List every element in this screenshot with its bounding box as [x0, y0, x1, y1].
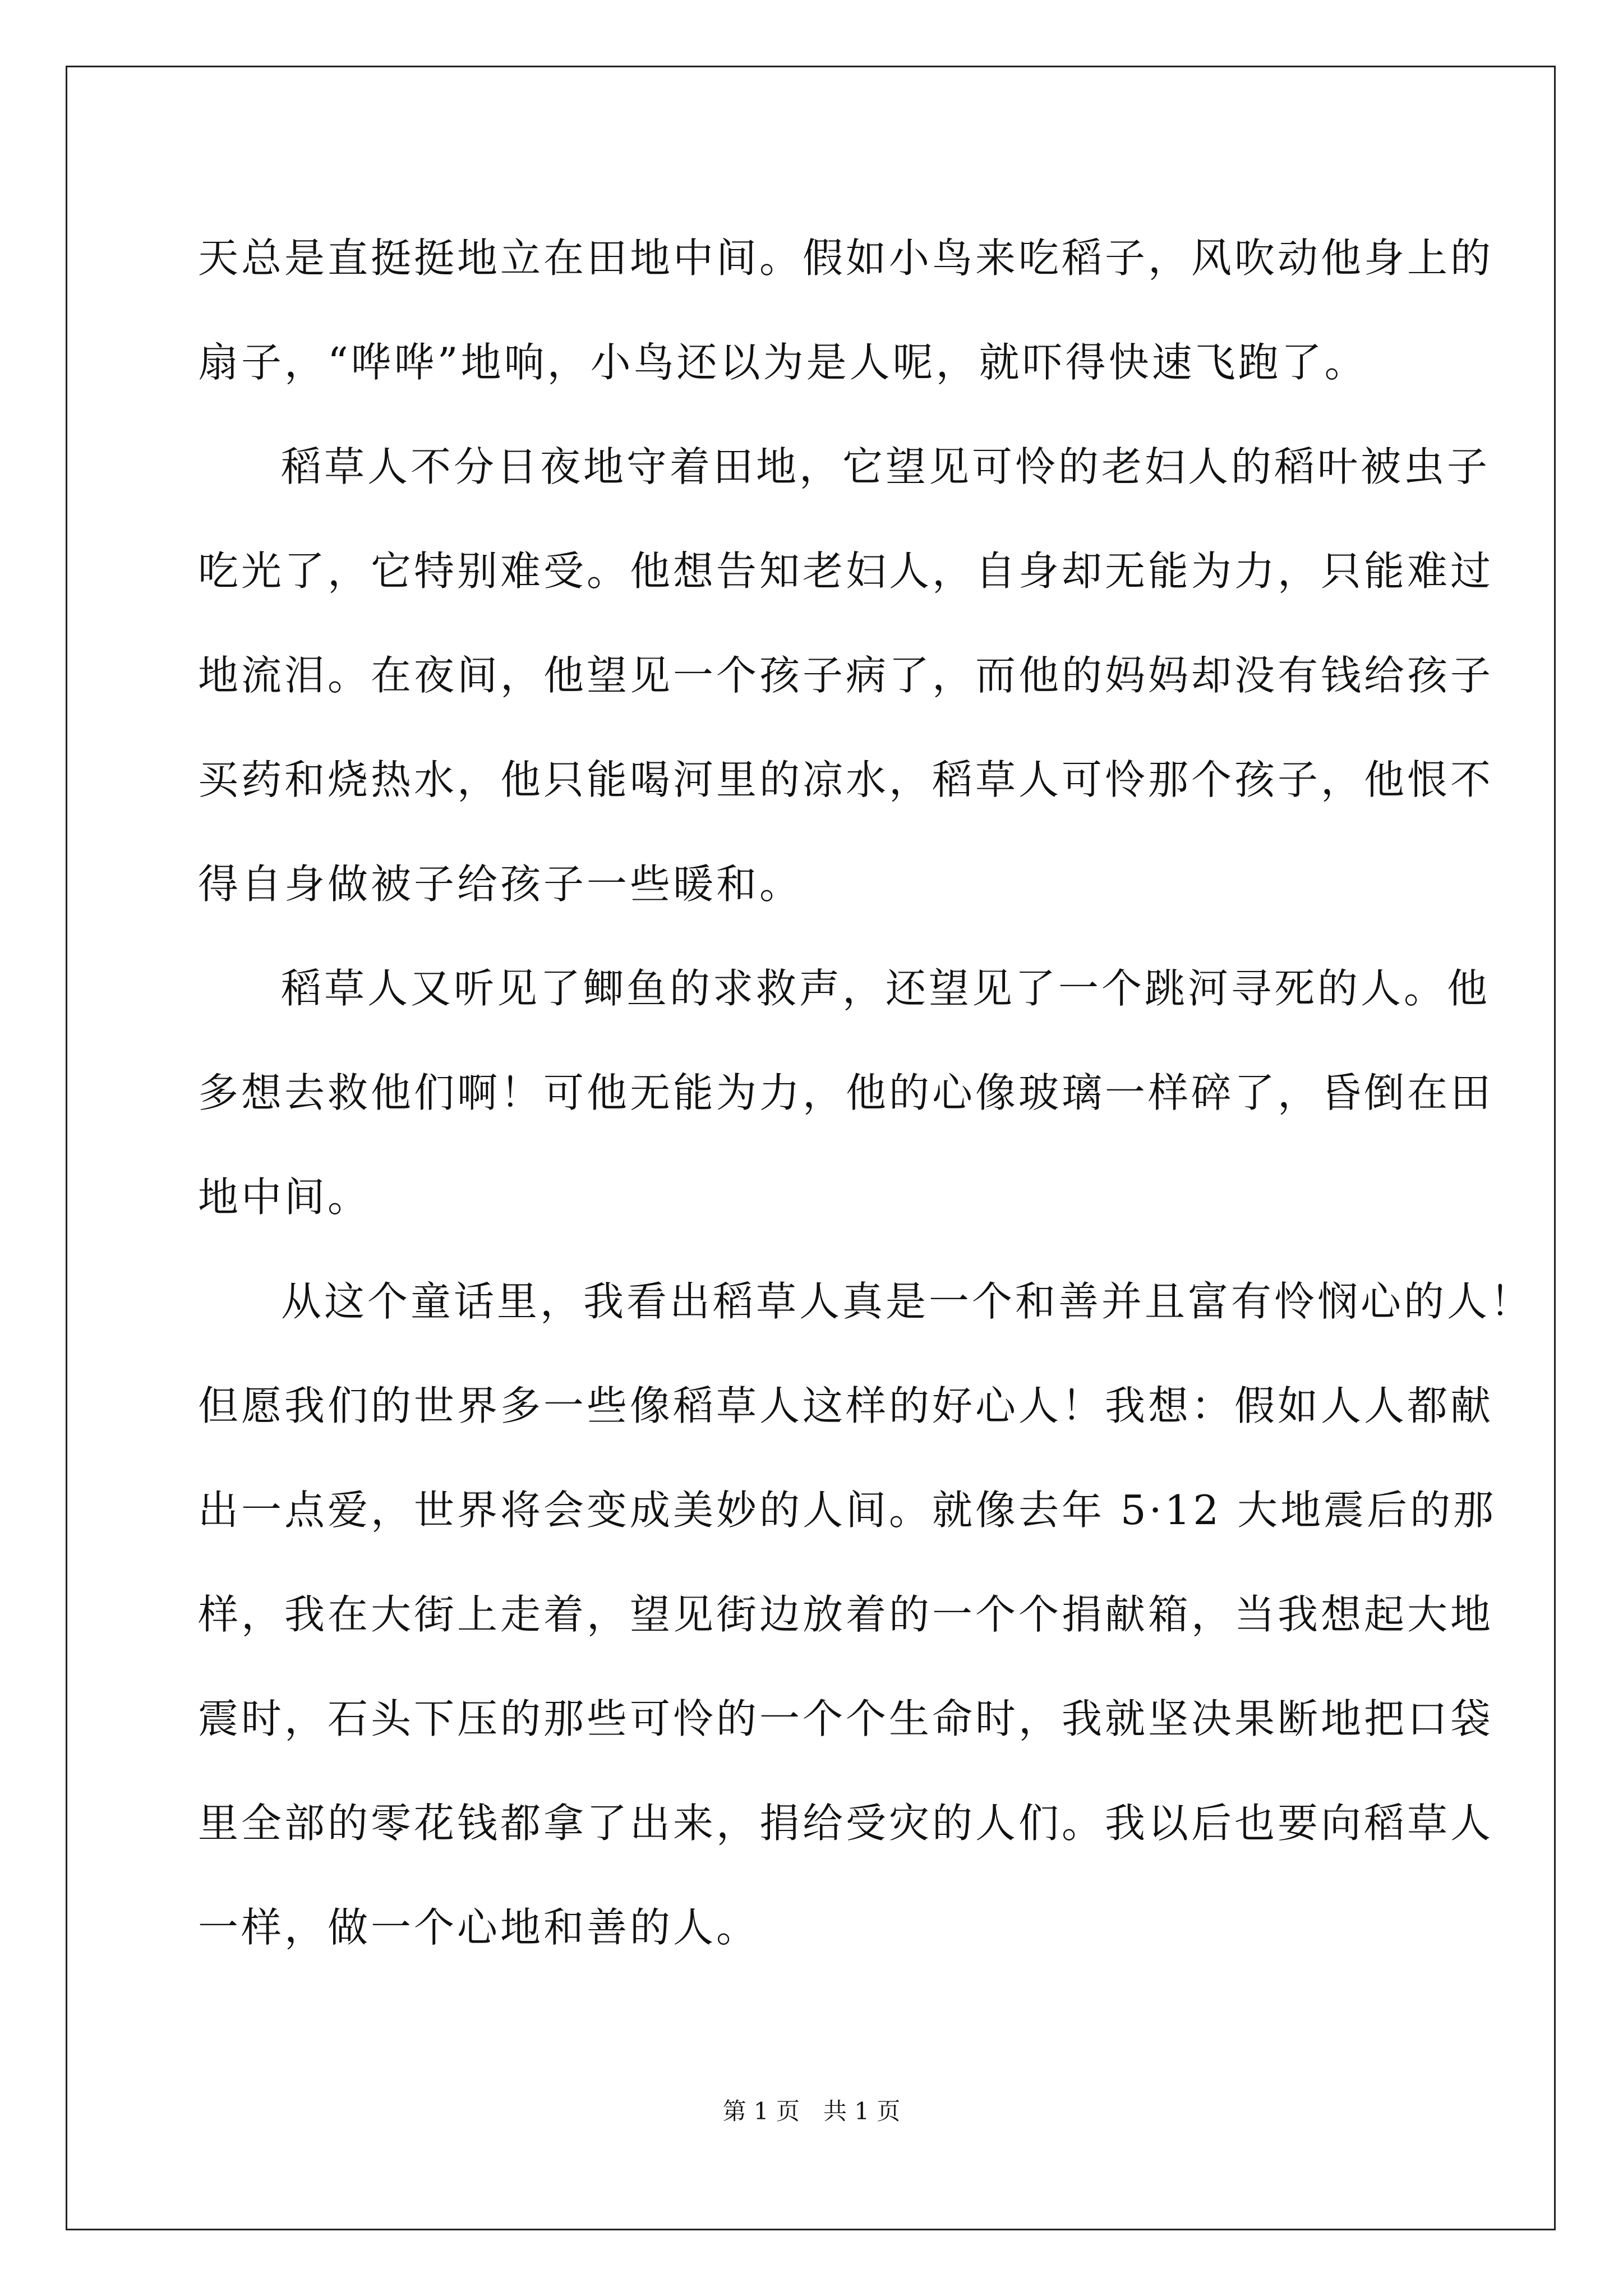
text-line: 天总是直挺挺地立在田地中间。假如小鸟来吃稻子，风吹动他身上的 [198, 234, 1494, 282]
text-line: 扇子，“哗哗”地响，小鸟还以为是人呢，就吓得快速飞跑了。 [198, 339, 1368, 386]
paragraph-first-line: 从这个童话里，我看出稻草人真是一个和善并且富有怜悯心的人！ [281, 1278, 1534, 1325]
text-line: 地流泪。在夜间，他望见一个孩子病了，而他的妈妈却没有钱给孩子 [198, 652, 1494, 699]
text-line: 多想去救他们啊！可他无能为力，他的心像玻璃一样碎了，昏倒在田 [198, 1069, 1494, 1116]
text-line: 但愿我们的世界多一些像稻草人这样的好心人！我想：假如人人都献 [198, 1382, 1494, 1429]
text-line: 里全部的零花钱都拿了出来，捐给受灾的人们。我以后也要向稻草人 [198, 1800, 1494, 1847]
page-number-footer: 第 1 页 共 1 页 [722, 2097, 901, 2125]
text-line: 地中间。 [198, 1174, 371, 1221]
text-line: 样，我在大街上走着，望见街边放着的一个个捐献箱，当我想起大地 [198, 1591, 1494, 1638]
paragraph-first-line: 稻草人又听见了鲫鱼的求救声，还望见了一个跳河寻死的人。他 [281, 965, 1491, 1012]
text-line: 吃光了，它特别难受。他想告知老妇人，自身却无能为力，只能难过 [198, 547, 1494, 595]
text-line: 一样，做一个心地和善的人。 [198, 1904, 760, 1951]
paragraph-first-line: 稻草人不分日夜地守着田地，它望见可怜的老妇人的稻叶被虫子 [281, 443, 1491, 490]
text-line: 出一点爱，世界将会变成美妙的人间。就像去年 5·12 大地震后的那 [198, 1487, 1497, 1534]
text-line: 买药和烧热水，他只能喝河里的凉水，稻草人可怜那个孩子，他恨不 [198, 756, 1494, 803]
text-line: 得自身做被子给孩子一些暖和。 [198, 861, 803, 908]
text-line: 震时，石头下压的那些可怜的一个个生命时，我就坚决果断地把口袋 [198, 1695, 1494, 1742]
document-body [198, 206, 1534, 1980]
